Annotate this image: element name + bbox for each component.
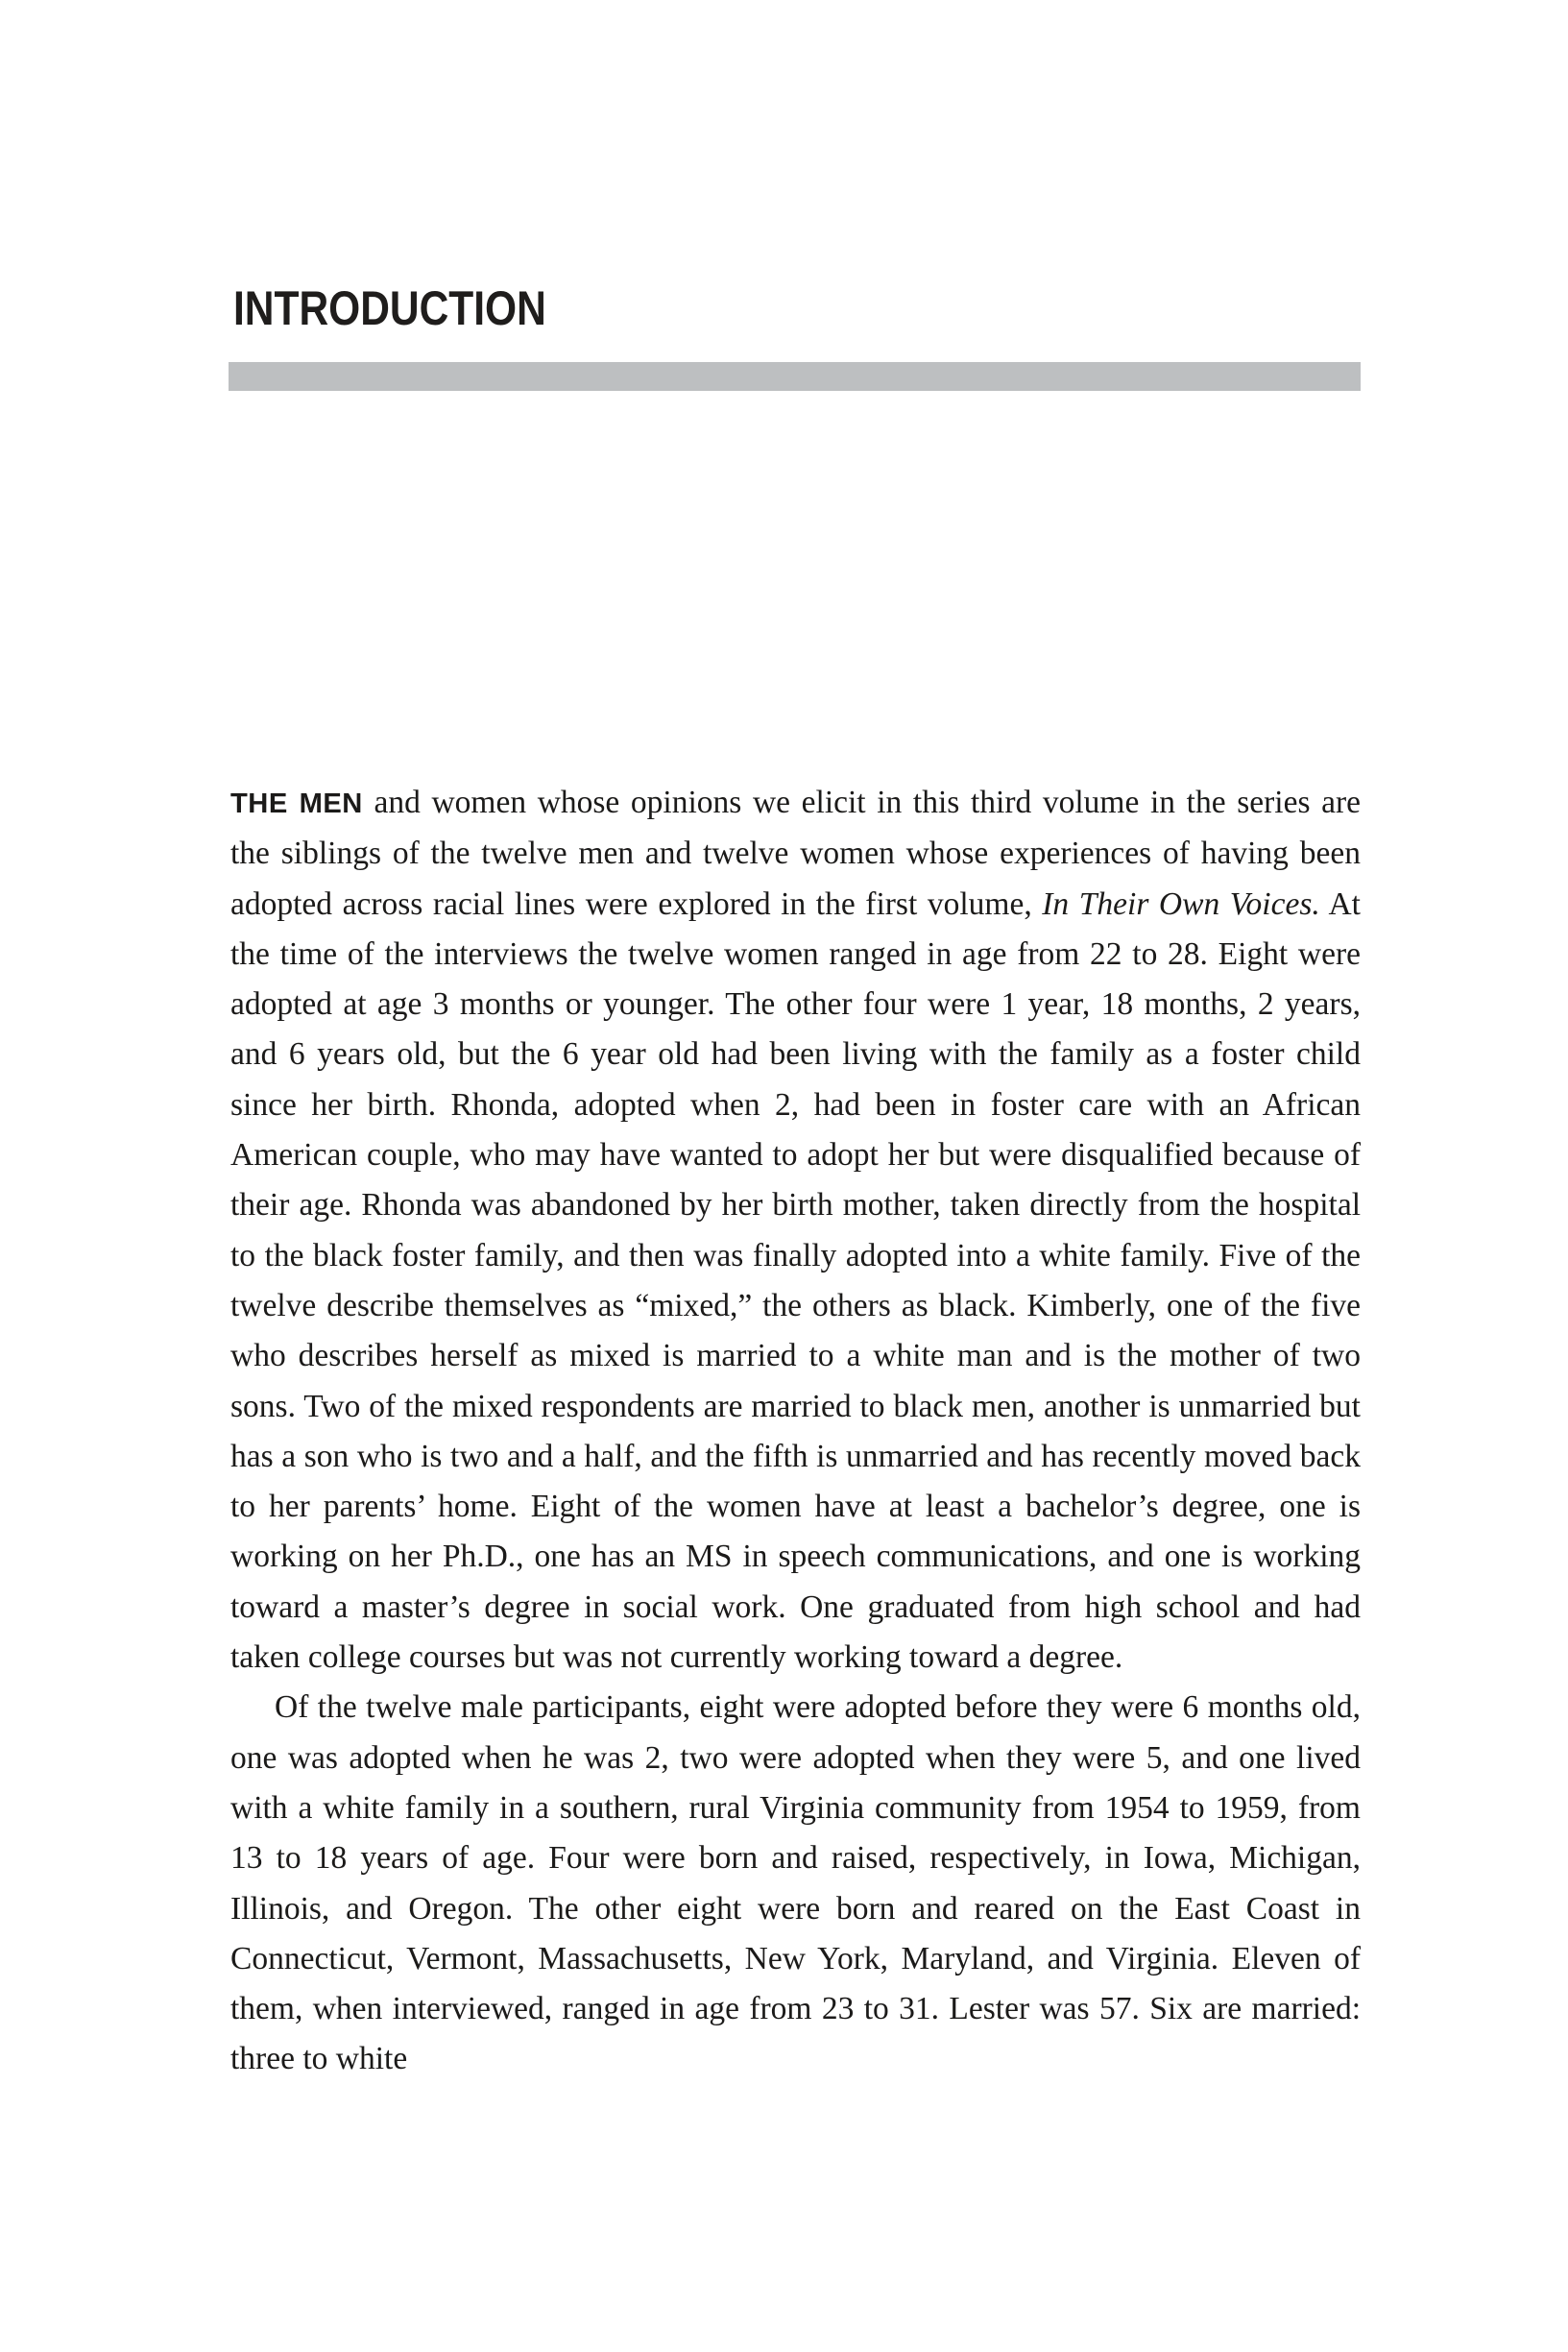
paragraph-1-text-b: At the time of the interviews the twelve women ranged in age from 22 to 28. Eight were adopted at age 3 months or younger. The other four were 1 year, 18 months, 2 years, and 6 years old, but the 6 year old had been living with the family as a foster child since her birth. Rhonda, adopted when 2, had been in foster care with an African American couple, who may have wanted to adopt her but were disqualified because of their age. Rhonda was abandoned by her birth mother, taken directly from the hospital to the black foster family, and then was finally adopted into a white family. Five of the twelve describe themselves as “mixed,” the others as black. Kimberly, one of the five who describes herself as mixed is married to a white man and is the mother of two sons. Two of the mixed respondents are married to black men, another is unmarried but has a son who is two and a half, and the fifth is unmarried and has recently moved back to her parents’ home. Eight of the women have at least a bachelor’s degree, one is working on her Ph.D., one has an MS in speech communications, and one is working toward a master’s degree in social work. One graduated from high school and had taken college courses but was not currently working toward a degree.	[230, 885, 1361, 1676]
paragraph-1-text-a: and women whose opinions we elicit in this third volume in the series are the siblings of the twelve men and twelve women whose experiences of having been adopted across racial lines were explored in the first volume,	[230, 785, 1362, 922]
title-rule-bar	[229, 362, 1361, 391]
body-text	[230, 778, 1361, 2085]
paragraph-2: Of the twelve male participants, eight were adopted before they were 6 months old, one was adopted when he was 2, two were adopted when they were 5, and one lived with a white family in a southern, rural Virginia community from 1954 to 1959, from 13 to 18 years of age. Four were born and raised, respectively, in Iowa, Michigan, Illinois, and Oregon. The other eight were born and reared on the East Coast in Connecticut, Vermont, Massachusetts, New York, Maryland, and Virginia. Eleven of them, when interviewed, ranged in age from 23 to 31. Lester was 57. Six are married: three to white	[230, 1689, 1361, 2077]
chapter-title: INTRODUCTION	[233, 281, 546, 335]
lead-in-small-caps: THE MEN	[230, 788, 363, 819]
book-title-italic: In Their Own Voices.	[1042, 885, 1320, 922]
paragraph-1	[230, 778, 1361, 1683]
